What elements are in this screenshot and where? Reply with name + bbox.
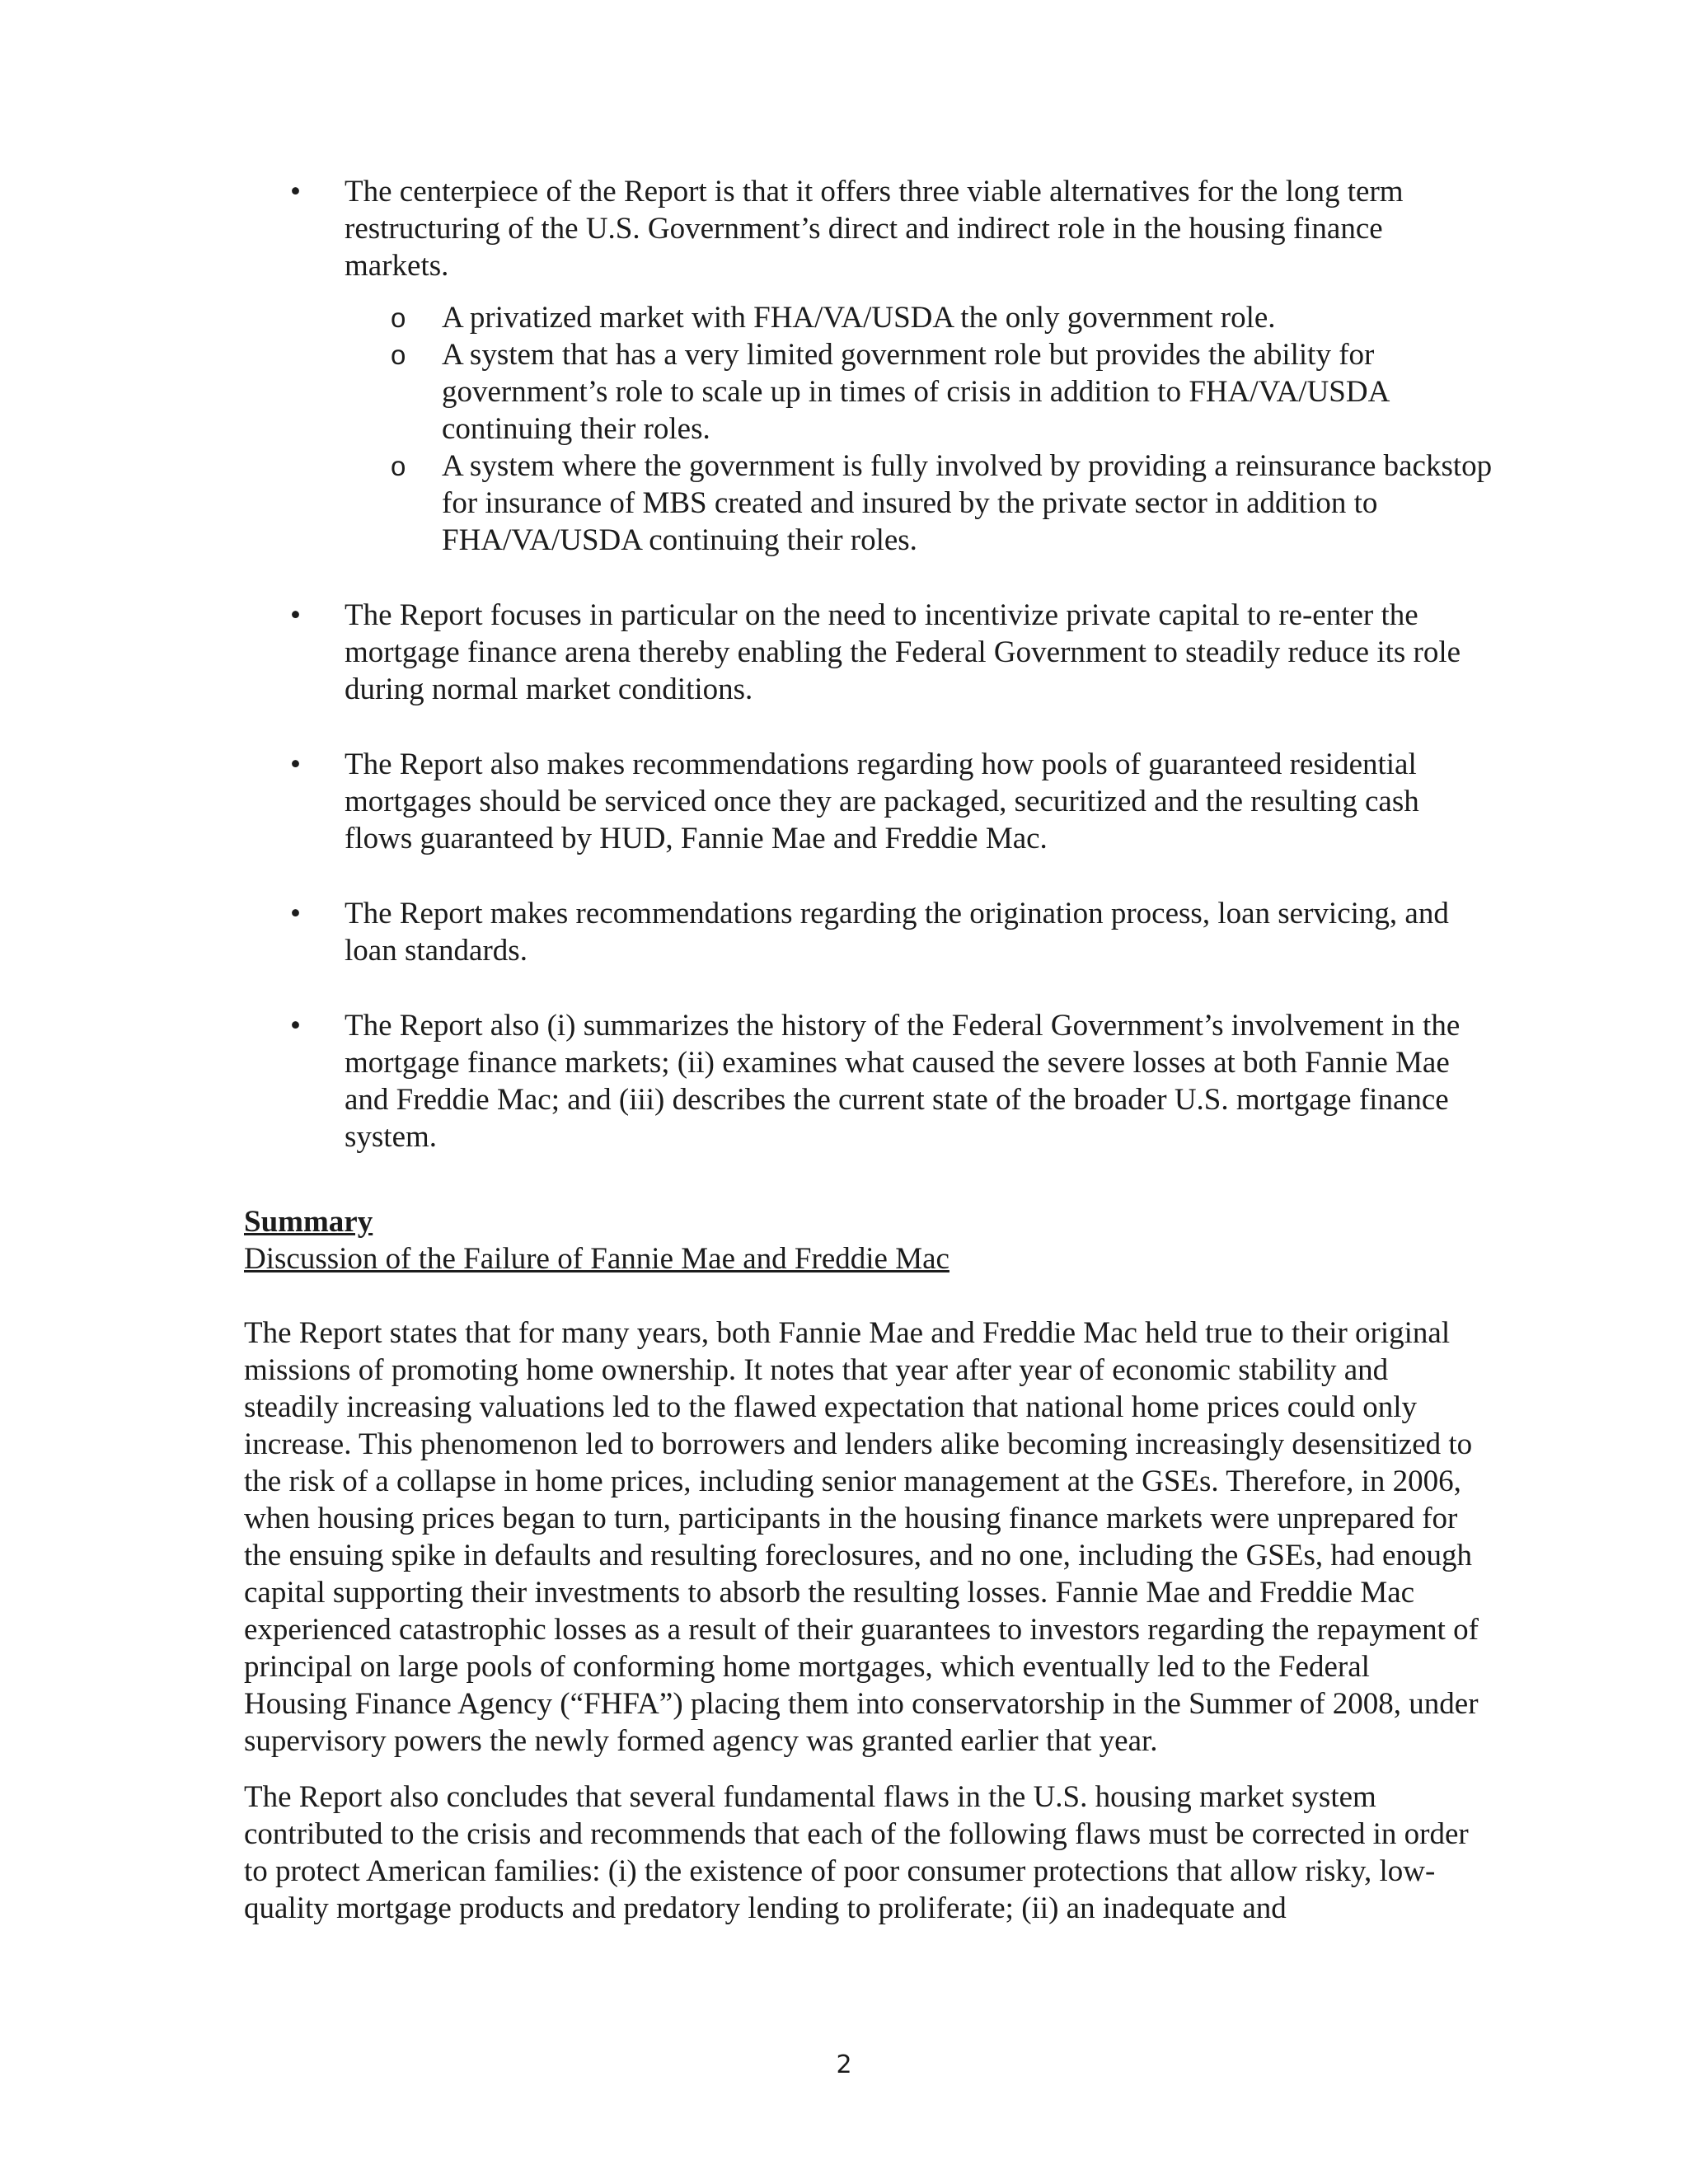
- bullet-item: [290, 1007, 1493, 1155]
- summary-heading: Summary: [244, 1205, 373, 1239]
- bullet-item: [290, 746, 1493, 857]
- bullet-text: The Report also (i) summarizes the history of the Federal Government’s involvement in the mortgage finance markets; (ii) examines what caused the severe losses at both Fannie Mae and Freddie Mac; and (iii) describes the current state of the broader U.S. mortgage finance system.: [345, 1009, 1461, 1154]
- sub-item: o A system where the government is fully involved by providing a reinsurance backstop for insurance of MBS created and insured by the private sector in addition to FHA/VA/USDA continuing their roles.: [345, 448, 1493, 559]
- sub-item: o A privatized market with FHA/VA/USDA the only government role.: [345, 299, 1493, 336]
- bullet-text: The Report focuses in particular on the need to incentivize private capital to re-enter the mortgage finance arena thereby enabling the Federal Government to steadily reduce its role during normal market conditions.: [345, 598, 1461, 706]
- bullet-item: [290, 597, 1493, 708]
- bullet-text: The Report makes recommendations regarding the origination process, loan servicing, and loan standards.: [345, 897, 1449, 968]
- page-number: 2: [836, 2050, 852, 2079]
- alternatives-sublist: [345, 299, 1493, 559]
- summary-paragraph: The Report states that for many years, both Fannie Mae and Freddie Mac held true to their original missions of promoting home ownership. It notes that year after year of economic stability and steadily increasing valuations led to the flawed expectation that national home prices could only increase. This phenomenon led to borrowers and lenders alike becoming increasingly desensitized to the risk of a collapse in home prices, including senior management at the GSEs. Therefore, in 2006, when housing prices began to turn, participants in the housing finance markets were unprepared for the ensuing spike in defaults and resulting foreclosures, and no one, including the GSEs, had enough capital supporting their investments to absorb the resulting losses. Fannie Mae and Freddie Mac experienced catastrophic losses as a result of their guarantees to investors regarding the repayment of principal on large pools of conforming home mortgages, which eventually led to the Federal Housing Finance Agency (“FHFA”) placing them into conservatorship in the Summer of 2008, under supervisory powers the newly formed agency was granted earlier that year.: [244, 1316, 1479, 1758]
- summary-paragraph: The Report also concludes that several fundamental flaws in the U.S. housing market system contributed to the crisis and recommends that each of the following flaws must be corrected in order to protect American families: (i) the existence of poor consumer protections that allow risky, low-quality mortgage products and predatory lending to proliferate; (ii) an inadequate and: [244, 1780, 1469, 1925]
- sub-item: o A system that has a very limited government role but provides the ability for government’s role to scale up in times of crisis in addition to FHA/VA/USDA continuing their roles.: [345, 336, 1493, 448]
- bullet-text: The Report also makes recommendations regarding how pools of guaranteed residential mortgages should be serviced once they are packaged, securitized and the resulting cash flows guaranteed by HUD, Fannie Mae and Freddie Mac.: [345, 748, 1419, 855]
- bullet-text: The centerpiece of the Report is that it offers three viable alternatives for the long term restructuring of the U.S. Government’s direct and indirect role in the housing finance markets.: [345, 175, 1404, 283]
- failure-discussion-subheading: Discussion of the Failure of Fannie Mae and Freddie Mac: [244, 1242, 950, 1276]
- bullet-item: [290, 895, 1493, 969]
- report-highlights-list: [290, 173, 1493, 1193]
- summary-section: [244, 1203, 1480, 1946]
- bullet-item: [290, 173, 1493, 559]
